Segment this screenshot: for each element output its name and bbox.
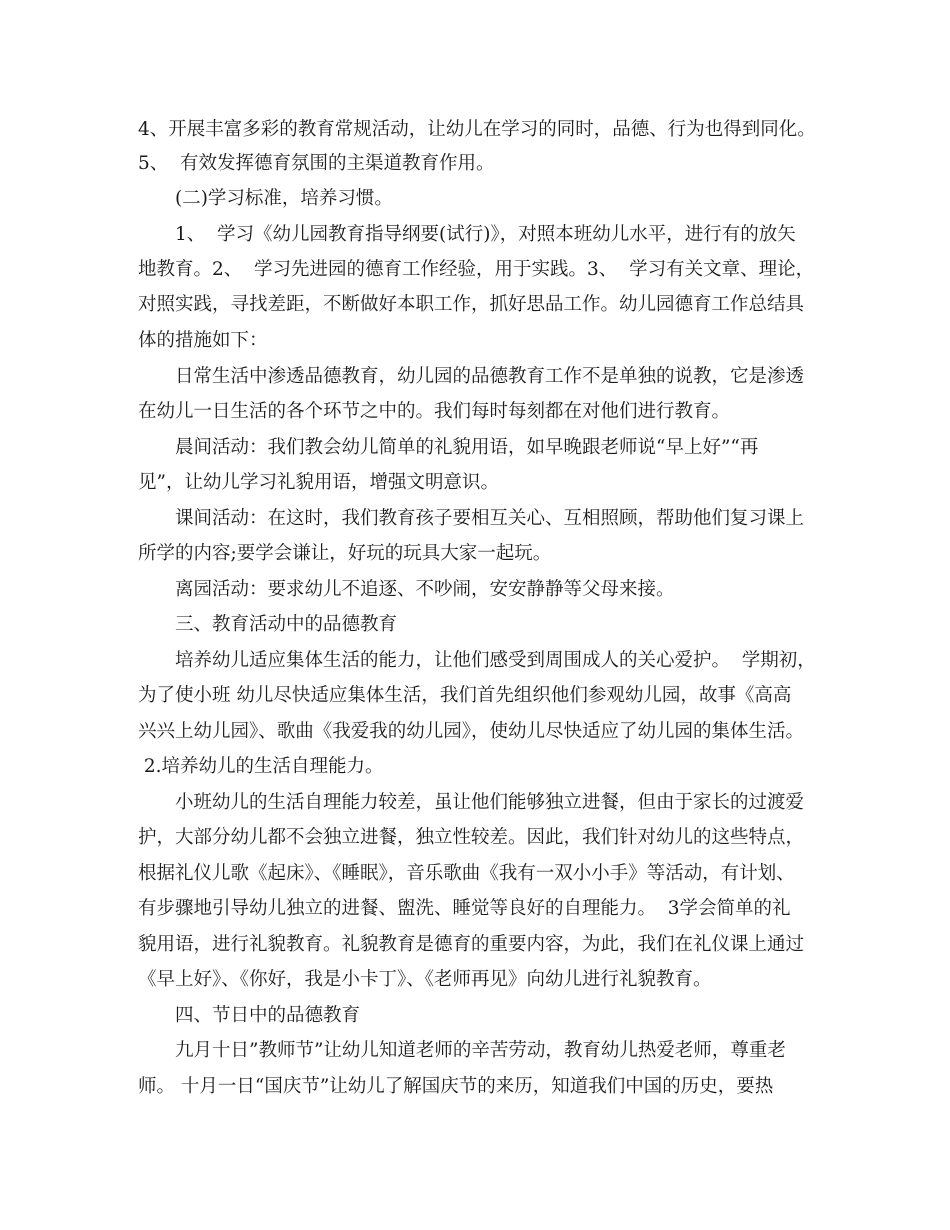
text-line: 对照实践，寻找差距，不断做好本职工作，抓好思品工作。幼儿园德育工作总结具 [138,294,805,315]
section-heading: (二)学习标准，培养习惯。 [175,188,393,209]
text-line: 在幼儿一日生活的各个环节之中的。我们每时每刻都在对他们进行教育。 [138,401,731,422]
text-line: 护，大部分幼儿都不会独立进餐，独立性较差。因此，我们针对幼儿的这些特点， [138,827,805,848]
text-line: 见”，让幼儿学习礼貌用语，增强文明意识。 [138,472,499,493]
text-line: 貌用语，进行礼貌教育。礼貌教育是德育的重要内容，为此，我们在礼仪课上通过 [138,934,805,955]
text-line: 2.培养幼儿的生活自理能力。 [138,756,384,777]
text-line: 体的措施如下： [138,330,268,351]
text-line: 九月十日”教师节”让幼儿知道老师的辛苦劳动，教育幼儿热爱老师，尊重老 [175,1040,786,1061]
text-line: 师。 十月一日“国庆节”让幼儿了解国庆节的来历，知道我们中国的历史，要热 [138,1076,774,1097]
text-line: 《早上好》、《你好，我是小卡丁》、《老师再见》向幼儿进行礼貌教育。 [138,969,712,990]
section-heading: 三、教育活动中的品德教育 [175,614,398,635]
text-line: 有步骤地引导幼儿独立的进餐、盥洗、睡觉等良好的自理能力。 3学会简单的礼 [138,898,791,919]
text-line: 地教育。2、 学习先进园的德育工作经验，用于实践。3、 学习有关文章、理论， [138,259,815,280]
section-heading: 四、节日中的品德教育 [175,1005,361,1026]
text-line: 为了使小班 幼儿尽快适应集体生活，我们首先组织他们参观幼儿园，故事《高高 [138,685,792,706]
text-line: 所学的内容;要学会谦让，好玩的玩具大家一起玩。 [138,543,552,564]
text-line: 课间活动：在这时，我们教育孩子要相互关心、互相照顾，帮助他们复习课上 [175,508,805,529]
text-line: 兴兴上幼儿园》、歌曲《我爱我的幼儿园》，使幼儿尽快适应了幼儿园的集体生活。 [138,721,805,742]
text-line: 1、 学习《幼儿园教育指导纲要(试行)》，对照本班幼儿水平，进行有的放矢 [175,224,796,245]
text-line: 晨间活动：我们教会幼儿简单的礼貌用语，如早晚跟老师说“早上好”“再 [175,437,759,458]
text-line: 离园活动：要求幼儿不追逐、不吵闹，安安静静等父母来接。 [175,579,675,600]
text-line: 日常生活中渗透品德教育，幼儿园的品德教育工作不是单独的说教，它是渗透 [175,366,805,387]
text-line: 小班幼儿的生活自理能力较差，虽让他们能够独立进餐，但由于家长的过渡爱 [175,792,805,813]
text-line: 培养幼儿适应集体生活的能力，让他们感受到周围成人的关心爱护。 学期初， [175,650,816,671]
text-line: 5、 有效发挥德育氛围的主渠道教育作用。 [138,153,495,174]
text-line: 4、开展丰富多彩的教育常规活动，让幼儿在学习的同时，品德、行为也得到同化。 [138,119,816,140]
text-line: 根据礼仪儿歌《起床》、《睡眠》，音乐歌曲《我有一双小小手》等活动，有计划、 [138,863,795,884]
